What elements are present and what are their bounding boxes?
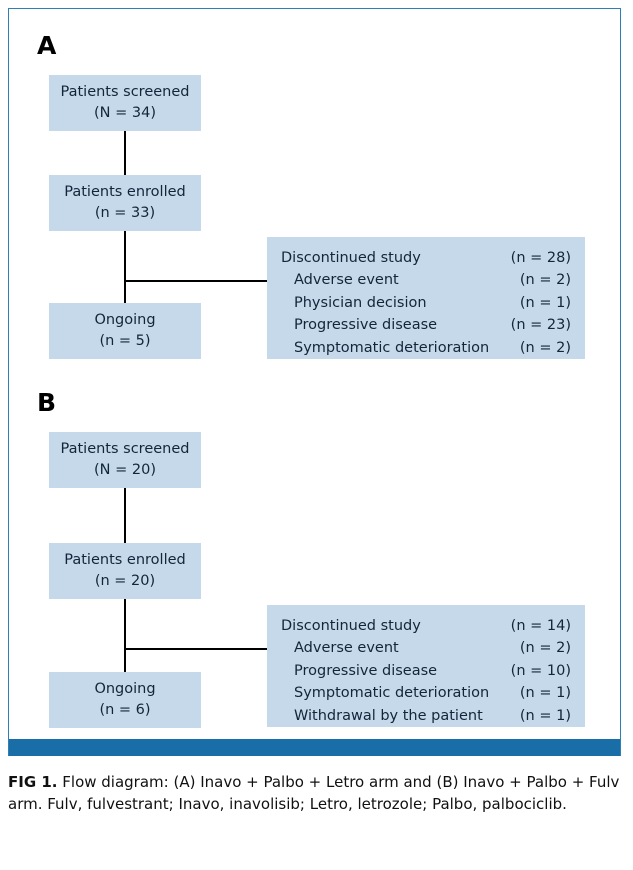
panel-a-ongoing-box <box>49 303 201 359</box>
panel-a-disc-row-3 <box>281 314 571 336</box>
panel-b-disc-label-4: Withdrawal by the patient <box>294 707 483 724</box>
panel-a-disc-label-1: Adverse event <box>294 272 399 289</box>
panel-b-disc-row-2 <box>281 660 571 682</box>
panel-b-connector-screened-enrolled <box>124 488 126 543</box>
panel-b-label: B <box>37 388 57 417</box>
panel-b-enrolled-box <box>49 543 201 599</box>
panel-a-disc-label-3: Progressive disease <box>294 317 438 334</box>
panel-a-screened-line1: Patients screened <box>60 83 190 100</box>
panel-b-disc-count-4: (n = 1) <box>519 707 571 724</box>
panel-a-enrolled-line1: Patients enrolled <box>64 183 186 200</box>
panel-b-disc-label-3: Symptomatic deterioration <box>294 685 490 702</box>
panel-b-discontinued-box <box>267 605 585 727</box>
figure-caption <box>8 772 624 816</box>
panel-a-screened-box <box>49 75 201 131</box>
panel-b-enrolled-line1: Patients enrolled <box>64 551 186 568</box>
panel-b-screened-line1: Patients screened <box>60 440 190 457</box>
panel-a-disc-label-0: Discontinued study <box>281 250 421 266</box>
figure-bottom-bar <box>9 739 620 756</box>
panel-a-connector-enrolled-ongoing <box>124 231 126 303</box>
panel-a-screened-line2: (N = 34) <box>94 104 156 121</box>
panel-b-disc-count-0: (n = 14) <box>510 618 571 634</box>
panel-a-disc-label-2: Physician decision <box>294 294 427 311</box>
panel-a-enrolled-line2: (n = 33) <box>94 204 156 221</box>
panel-a-disc-row-0 <box>281 247 571 269</box>
panel-a-ongoing-line2: (n = 5) <box>99 332 151 349</box>
panel-a-connector-to-discontinued <box>124 280 267 282</box>
panel-b-disc-count-2: (n = 10) <box>510 662 571 679</box>
panel-a-disc-count-1: (n = 2) <box>519 272 571 289</box>
panel-b-enrolled-line2: (n = 20) <box>94 572 156 589</box>
figure-panel-container <box>8 8 621 756</box>
panel-a-ongoing-line1: Ongoing <box>94 311 156 328</box>
panel-a-disc-label-4: Symptomatic deterioration <box>294 339 490 356</box>
panel-b-screened-box <box>49 432 201 488</box>
panel-a-discontinued-box <box>267 237 585 359</box>
panel-b-disc-row-1 <box>281 637 571 659</box>
panel-b-connector-to-discontinued <box>124 648 267 650</box>
panel-b-ongoing-box <box>49 672 201 728</box>
panel-a-disc-count-3: (n = 23) <box>510 317 571 334</box>
panel-a-enrolled-box <box>49 175 201 231</box>
panel-b-connector-enrolled-ongoing <box>124 599 126 672</box>
panel-b-ongoing-line2: (n = 6) <box>99 701 151 718</box>
panel-a-connector-screened-enrolled <box>124 131 126 175</box>
figure-caption-tag: FIG 1. <box>8 773 58 791</box>
panel-b-screened-line2: (N = 20) <box>94 461 156 478</box>
panel-b-disc-label-0: Discontinued study <box>281 618 421 634</box>
panel-a-disc-count-0: (n = 28) <box>510 250 571 266</box>
panel-a-disc-row-2 <box>281 292 571 314</box>
panel-b-disc-label-1: Adverse event <box>294 640 399 657</box>
panel-a-disc-count-2: (n = 1) <box>519 294 571 311</box>
panel-b-disc-label-2: Progressive disease <box>294 662 438 679</box>
panel-b-disc-count-3: (n = 1) <box>519 685 571 702</box>
panel-a-label: A <box>37 31 57 60</box>
panel-a-disc-row-4 <box>281 337 571 359</box>
panel-b-disc-row-4 <box>281 705 571 727</box>
figure-caption-text: Flow diagram: (A) Inavo + Palbo + Letro arm and (B) Inavo + Palbo + Fulv arm. Fulv, fulvestrant; Inavo, inavolisib; Letro, letrozole; Palbo, palbociclib. <box>8 773 620 813</box>
panel-b-disc-row-0 <box>281 615 571 637</box>
panel-b-disc-count-1: (n = 2) <box>519 640 571 657</box>
panel-a-disc-row-1 <box>281 269 571 291</box>
panel-a-disc-count-4: (n = 2) <box>519 339 571 356</box>
panel-b-disc-row-3 <box>281 682 571 704</box>
panel-b-ongoing-line1: Ongoing <box>94 680 156 697</box>
